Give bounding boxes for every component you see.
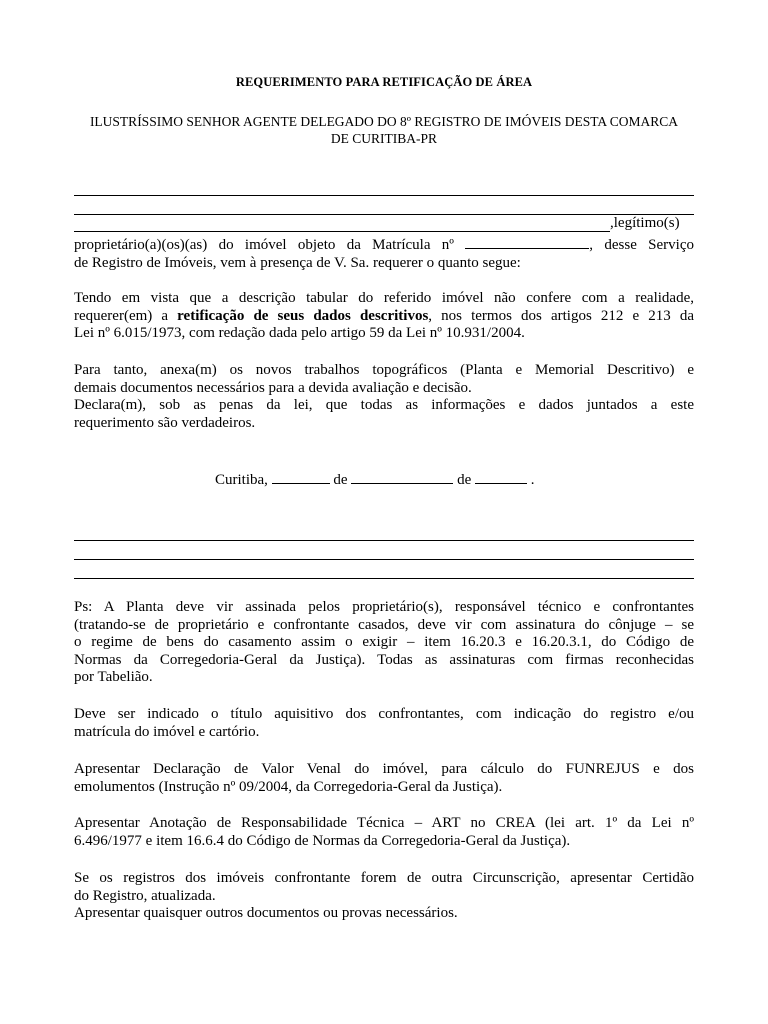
addressee-line-1: ILUSTRÍSSIMO SENHOR AGENTE DELEGADO DO 8º REGISTRO DE IMÓVEIS DESTA COMARCA <box>89 114 679 129</box>
name-blank-line-2 <box>74 214 694 215</box>
paragraph-1-line-2-end: , nos termos dos artigos 212 e 213 da <box>428 307 695 324</box>
note-1 <box>74 706 694 741</box>
ps-line-5: por Tabelião. <box>74 669 153 685</box>
note-2-line-1: Apresentar Declaração de Valor Venal do imóvel, para cálculo do FUNREJUS e dos <box>74 761 694 777</box>
paragraph-1 <box>74 290 694 343</box>
name-blank-line-1 <box>74 195 694 196</box>
note-4-line-3: Apresentar quaisquer outros documentos ou provas necessários. <box>74 905 458 921</box>
note-3-line-2: 6.496/1977 e item 16.6.4 do Código de Normas da Corregedoria-Geral da Justiça). <box>74 832 571 849</box>
paragraph-2-line-2: demais documentos necessários para a devida avaliação e decisão. <box>74 379 472 396</box>
note-2 <box>74 761 694 796</box>
note-4-line-2: do Registro, atualizada. <box>74 887 216 904</box>
document-title: REQUERIMENTO PARA RETIFICAÇÃO DE ÁREA <box>235 75 533 89</box>
intro-paragraph <box>74 235 694 272</box>
addressee-line-2: DE CURITIBA-PR <box>330 131 438 146</box>
note-4 <box>74 870 694 923</box>
date-city: Curitiba, <box>215 472 268 488</box>
paragraph-1-line-3: Lei nº 6.015/1973, com redação dada pelo artigo 59 da Lei nº 10.931/2004. <box>74 325 525 341</box>
signature-line-3 <box>74 578 694 579</box>
paragraph-1-line-1: Tendo em vista que a descrição tabular do referido imóvel não confere com a realidade, <box>74 290 694 306</box>
paragraph-1-bold-phrase: retificação de seus dados descritivos <box>177 307 429 324</box>
day-blank <box>272 470 330 484</box>
intro-line-3: de Registro de Imóveis, vem à presença de V. Sa. requerer o quanto segue: <box>74 254 521 271</box>
note-3-line-1: Apresentar Anotação de Responsabilidade Técnica – ART no CREA (lei art. 1º da Lei nº <box>74 815 694 831</box>
month-blank <box>351 470 453 484</box>
date-de-1: de <box>333 472 348 488</box>
paragraph-2-line-3: Declara(m), sob as penas da lei, que todas as informações e dados juntados a este <box>74 397 694 413</box>
date-line <box>215 470 535 490</box>
intro-line-2-text: proprietário(a)(os)(as) do imóvel objeto da Matrícula nº <box>74 237 454 253</box>
note-1-line-1: Deve ser indicado o título aquisitivo dos confrontantes, com indicação do registro e/ou <box>74 706 694 722</box>
ps-line-4: Normas da Corregedoria-Geral da Justiça). Todas as assinaturas com firmas reconhecidas <box>74 651 694 668</box>
note-1-line-2: matrícula do imóvel e cartório. <box>74 723 260 740</box>
ps-line-1: Ps: A Planta deve vir assinada pelos proprietário(s), responsável técnico e confrontantes <box>74 599 694 615</box>
paragraph-1-line-2-start: requerer(em) a <box>74 307 178 324</box>
note-4-line-1: Se os registros dos imóveis confrontante forem de outra Circunscrição, apresentar Certidão <box>74 870 694 886</box>
paragraph-2-line-4: requerimento são verdadeiros. <box>74 414 256 431</box>
note-3 <box>74 815 694 850</box>
note-2-line-2: emolumentos (Instrução nº 09/2004, da Corregedoria-Geral da Justiça). <box>74 778 503 795</box>
paragraph-2 <box>74 362 694 432</box>
name-blank-line-3 <box>74 231 610 232</box>
paragraph-2-line-1: Para tanto, anexa(m) os novos trabalhos topográficos (Planta e Memorial Descritivo) e <box>74 362 694 378</box>
date-de-2: de <box>457 472 472 488</box>
signature-line-2 <box>74 559 694 560</box>
addressee-block <box>74 113 694 147</box>
date-end: . <box>530 472 535 488</box>
matricula-blank <box>465 235 589 249</box>
ps-paragraph <box>74 599 694 687</box>
intro-line-2 <box>74 235 694 255</box>
ps-line-2: (tratando-se de proprietário e confrontante casados, deve vir com assinatura do cônjuge – se <box>74 616 694 633</box>
paragraph-1-line-2 <box>74 308 694 326</box>
year-blank <box>475 470 527 484</box>
signature-line-1 <box>74 540 694 541</box>
ps-line-3: o regime de bens do casamento assim o exigir – item 16.20.3 e 16.20.3.1, do Código de <box>74 634 694 650</box>
intro-line-2-end: , desse Serviço <box>589 237 694 253</box>
legitimo-suffix: ,legítimo(s) <box>610 215 680 231</box>
